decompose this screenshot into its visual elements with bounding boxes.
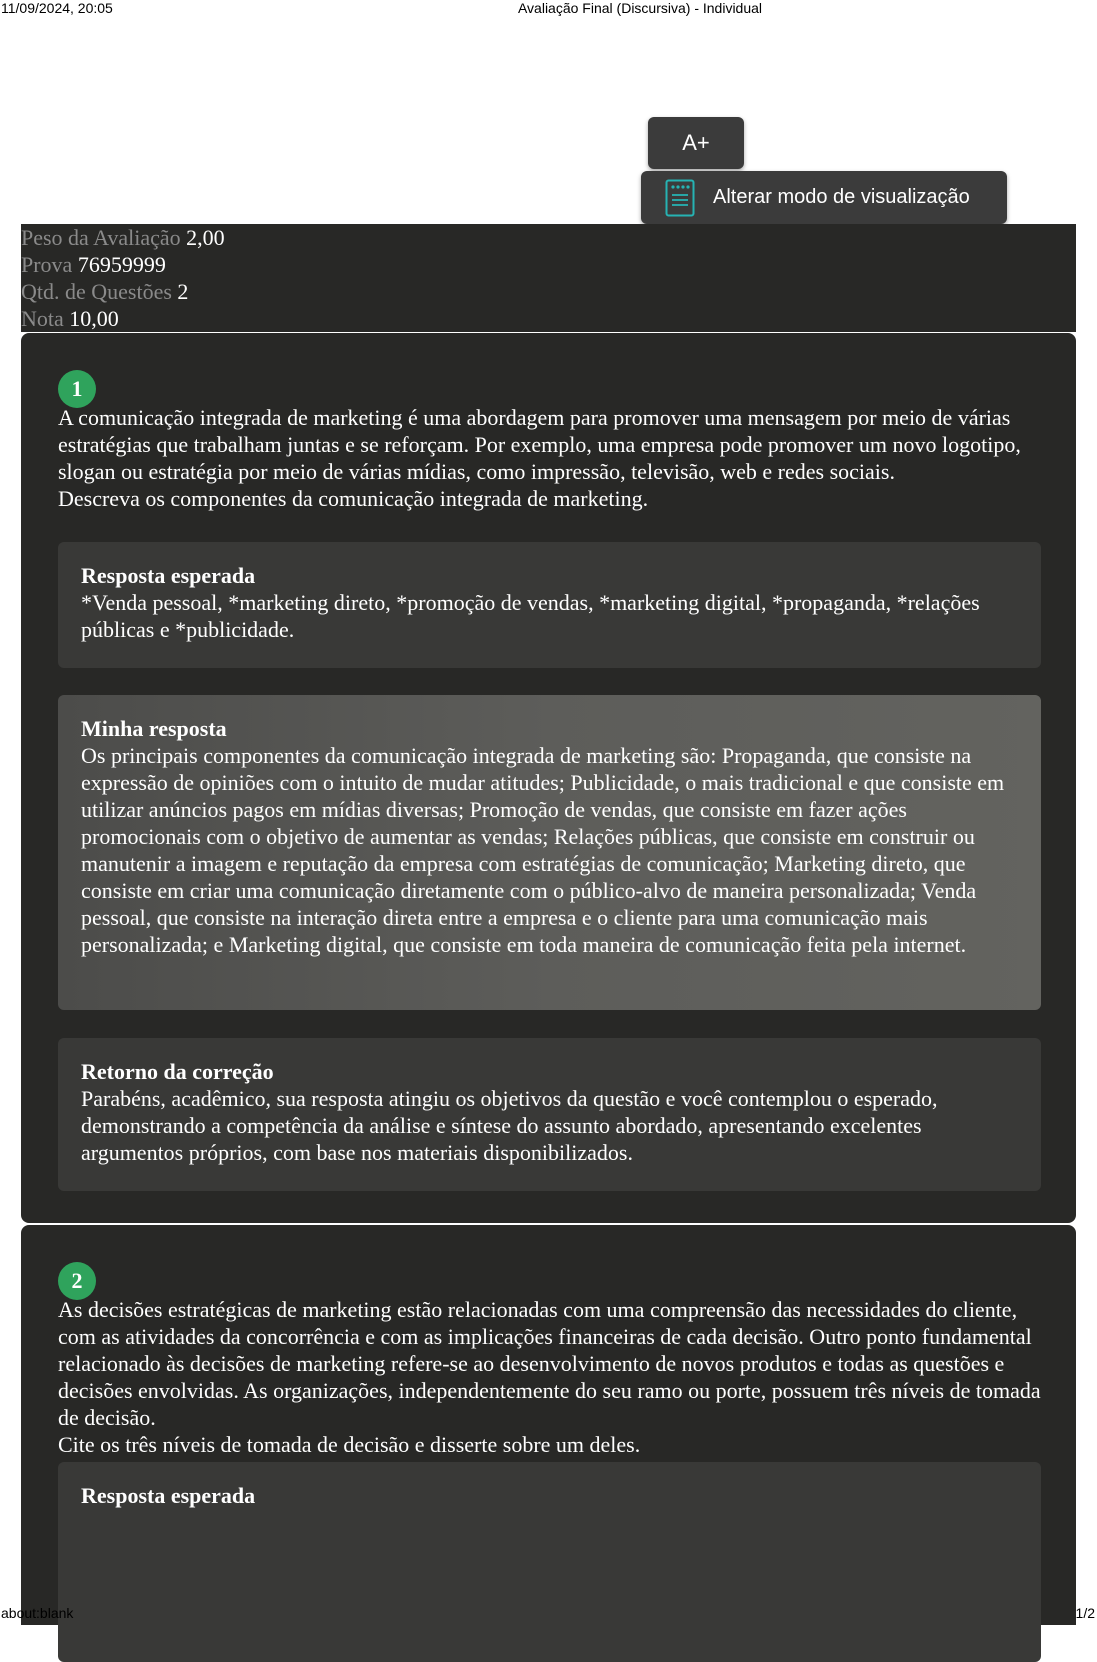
info-nota [21,305,1076,332]
print-footer [0,1603,1097,1621]
question-number-badge: 1 [58,370,96,408]
peso-value: 2,00 [186,225,225,250]
font-size-button[interactable]: A+ [648,117,744,169]
question-statement: A comunicação integrada de marketing é uma abordagem para promover uma mensagem por meio de várias estratégias que trabalham juntas e se reforçam. Por exemplo, uma empresa pode promover um novo logotipo, slogan ou estratégia por meio de várias mídias, como impressão, televisão, web e redes sociais. [58,405,1021,484]
expected-answer-text: *Venda pessoal, *marketing direto, *promoção de vendas, *marketing digital, *propaganda, *relações públicas e *publicidade. [81,590,980,642]
print-page-number: 1/2 [1075,1605,1095,1621]
question-prompt: Cite os três níveis de tomada de decisão e disserte sobre um deles. [58,1432,641,1457]
expected-answer-title: Resposta esperada [81,1483,256,1508]
view-mode-button[interactable] [641,171,1007,224]
peso-label: Peso da Avaliação [21,225,181,250]
print-page-title: Avaliação Final (Discursiva) - Individual [517,0,763,16]
question-statement: As decisões estratégicas de marketing estão relacionadas com uma compreensão das necessidades do cliente, com as atividades da concorrência e com as implicações financeiras de cada decisão. Outro ponto fundamental relacionado às decisões de marketing refere-se ao desenvolvimento de novos produtos e todas as questões e decisões envolvidas. As organizações, independentemente do seu ramo ou porte, possuem três níveis de tomada de decisão. [58,1297,1041,1430]
feedback-title: Retorno da correção [81,1059,274,1084]
document-icon [665,179,695,217]
feedback-text: Parabéns, acadêmico, sua resposta atingiu os objetivos da questão e você contemplou o esperado, demonstrando a competência da análise e síntese do assunto abordado, apresentando excelentes argumentos próprios, com base nos materiais disponibilizados. [81,1086,938,1165]
print-header [0,0,1097,18]
my-answer-title: Minha resposta [81,716,227,741]
expected-answer-title: Resposta esperada [81,563,256,588]
feedback-box [58,1038,1041,1191]
prova-value: 76959999 [77,252,166,277]
my-answer-text: Os principais componentes da comunicação integrada de marketing são: Propaganda, que consiste na expressão de opiniões com o intuito de mudar atitudes; Publicidade, o mais tradicional e que consiste em utilizar anúncios pagos em mídias diversas; Promoção de vendas, que consiste em fazer ações promocionais com o objetivo de aumentar as vendas; Relações públicas, que consiste em construir ou manutenir a imagem e reputação da empresa com estratégias de comunicação; Marketing direto, que consiste em criar uma comunicação diretamente com o público-alvo de maneira personalizada; Venda pessoal, que consiste na interação direta entre a empresa e o cliente para uma comunicação mais personalizada; e Marketing digital, que consiste em toda maneira de comunicação feita pela internet. [81,743,1005,957]
expected-answer-box [58,542,1041,668]
info-peso [21,224,1076,251]
info-prova [21,251,1076,278]
view-mode-label: Alterar modo de visualização [713,186,970,208]
print-url: about:blank [1,1605,74,1621]
nota-label: Nota [21,306,64,331]
info-qtd [21,278,1076,305]
expected-answer-box [58,1462,1041,1662]
qtd-value: 2 [177,279,189,304]
prova-label: Prova [21,252,73,277]
question-text [58,1296,1048,1458]
print-datetime: 11/09/2024, 20:05 [1,0,113,16]
nota-value: 10,00 [69,306,119,331]
question-text [58,404,1048,512]
exam-info [21,224,1076,332]
qtd-label: Qtd. de Questões [21,279,172,304]
my-answer-box [58,695,1041,1010]
question-number-badge: 2 [58,1262,96,1300]
question-prompt: Descreva os componentes da comunicação integrada de marketing. [58,486,649,511]
question-card [21,333,1076,1223]
question-card [21,1225,1076,1625]
